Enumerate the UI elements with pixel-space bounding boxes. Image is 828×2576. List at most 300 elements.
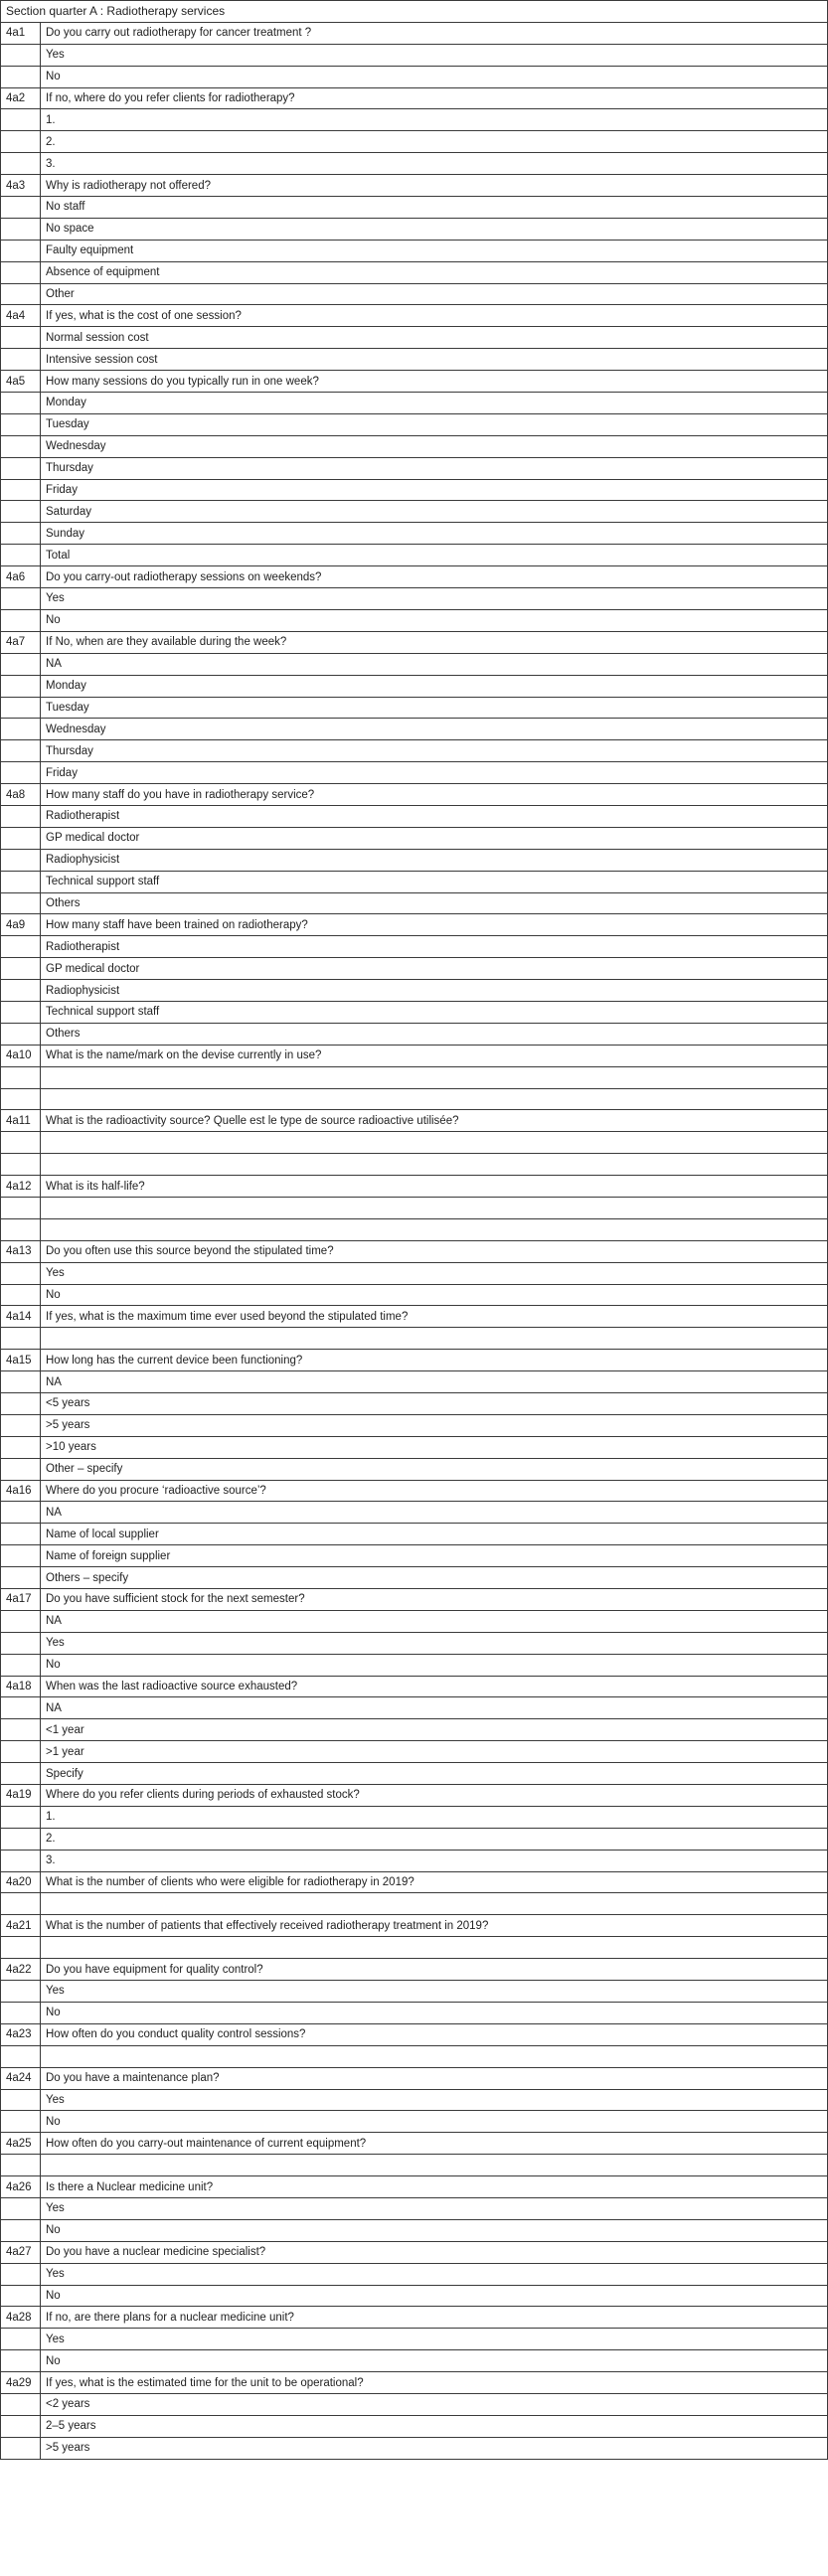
option-row — [1, 1371, 828, 1393]
question-id — [1, 892, 41, 914]
question-id — [1, 697, 41, 719]
question-text: Why is radiotherapy not offered? — [41, 175, 828, 197]
question-row — [1, 914, 828, 936]
option-row — [1, 44, 828, 66]
question-id — [1, 131, 41, 153]
option-text[interactable]: Radiophysicist — [41, 849, 828, 871]
option-text[interactable]: Saturday — [41, 501, 828, 523]
option-text[interactable]: Intensive session cost — [41, 349, 828, 371]
answer-blank[interactable] — [41, 1893, 828, 1915]
question-id — [1, 1719, 41, 1741]
option-row — [1, 1850, 828, 1871]
question-id — [1, 1218, 41, 1240]
option-row — [1, 2393, 828, 2415]
option-row — [1, 1981, 828, 2003]
option-row — [1, 1524, 828, 1545]
question-text: What is the name/mark on the devise currently in use? — [41, 1045, 828, 1066]
question-row — [1, 305, 828, 327]
option-text[interactable]: NA — [41, 1610, 828, 1632]
question-text: How many staff do you have in radiotherapy service? — [41, 784, 828, 806]
option-row — [1, 218, 828, 240]
question-text: Where do you procure ‘radioactive source’? — [41, 1480, 828, 1502]
question-id — [1, 2111, 41, 2133]
option-text[interactable]: Thursday — [41, 457, 828, 479]
answer-blank[interactable] — [41, 1066, 828, 1088]
option-text[interactable]: No — [41, 66, 828, 87]
question-text: If yes, what is the maximum time ever used beyond the stipulated time? — [41, 1306, 828, 1328]
question-id — [1, 2329, 41, 2350]
option-row — [1, 457, 828, 479]
question-row — [1, 566, 828, 588]
option-text[interactable]: NA — [41, 1697, 828, 1719]
option-row — [1, 1828, 828, 1850]
option-row — [1, 588, 828, 610]
question-text: If no, where do you refer clients for radiotherapy? — [41, 87, 828, 109]
option-row — [1, 1806, 828, 1828]
answer-row — [1, 1197, 828, 1218]
option-text[interactable]: Yes — [41, 588, 828, 610]
option-text[interactable]: NA — [41, 1371, 828, 1393]
option-row — [1, 740, 828, 762]
option-text[interactable]: Yes — [41, 1262, 828, 1284]
answer-row — [1, 1088, 828, 1110]
question-id — [1, 805, 41, 827]
question-text: If No, when are they available during the week? — [41, 631, 828, 653]
question-id — [1, 501, 41, 523]
option-text[interactable]: 2. — [41, 131, 828, 153]
question-row — [1, 1915, 828, 1937]
option-text[interactable]: >10 years — [41, 1436, 828, 1458]
option-row — [1, 719, 828, 740]
option-text[interactable]: Yes — [41, 1632, 828, 1654]
question-id — [1, 261, 41, 283]
question-id — [1, 1937, 41, 1959]
question-row — [1, 2023, 828, 2045]
option-row — [1, 479, 828, 501]
question-id: 4a19 — [1, 1785, 41, 1807]
answer-row — [1, 1328, 828, 1350]
question-text: What is the radioactivity source? Quelle est le type de source radioactive utilisée? — [41, 1110, 828, 1132]
option-text[interactable]: No — [41, 1654, 828, 1676]
question-id — [1, 1458, 41, 1480]
option-row — [1, 131, 828, 153]
question-id — [1, 2219, 41, 2241]
option-row — [1, 1414, 828, 1436]
question-id — [1, 936, 41, 958]
option-row — [1, 2329, 828, 2350]
question-row — [1, 2133, 828, 2155]
option-text[interactable]: No — [41, 1284, 828, 1306]
question-id — [1, 609, 41, 631]
question-id — [1, 740, 41, 762]
question-id — [1, 479, 41, 501]
question-text: How many sessions do you typically run in one week? — [41, 371, 828, 393]
option-row — [1, 501, 828, 523]
option-text[interactable]: Radiotherapist — [41, 936, 828, 958]
question-id — [1, 588, 41, 610]
option-row — [1, 349, 828, 371]
option-row — [1, 697, 828, 719]
question-id — [1, 1981, 41, 2003]
question-id — [1, 2197, 41, 2219]
option-text[interactable]: >1 year — [41, 1741, 828, 1763]
option-text[interactable]: 3. — [41, 153, 828, 175]
question-id — [1, 871, 41, 892]
section-header-row — [1, 1, 828, 23]
option-text[interactable]: Total — [41, 545, 828, 566]
option-text[interactable]: 2–5 years — [41, 2415, 828, 2437]
option-text[interactable]: Others — [41, 892, 828, 914]
option-row — [1, 1545, 828, 1567]
option-text[interactable]: Yes — [41, 2089, 828, 2111]
question-id — [1, 349, 41, 371]
question-id — [1, 1088, 41, 1110]
option-text[interactable]: Radiophysicist — [41, 980, 828, 1002]
option-row — [1, 109, 828, 131]
option-text[interactable]: 3. — [41, 1850, 828, 1871]
question-id — [1, 2263, 41, 2285]
question-row — [1, 1240, 828, 1262]
question-id — [1, 1328, 41, 1350]
option-text[interactable]: Normal session cost — [41, 327, 828, 349]
question-id — [1, 1806, 41, 1828]
option-text[interactable]: Radiotherapist — [41, 805, 828, 827]
question-id — [1, 2002, 41, 2023]
question-row — [1, 1676, 828, 1697]
question-row — [1, 2307, 828, 2329]
option-text[interactable]: Specify — [41, 1763, 828, 1785]
question-id: 4a4 — [1, 305, 41, 327]
question-text: What is the number of clients who were eligible for radiotherapy in 2019? — [41, 1871, 828, 1893]
option-row — [1, 523, 828, 545]
question-id: 4a16 — [1, 1480, 41, 1502]
answer-row — [1, 1937, 828, 1959]
option-text[interactable]: <5 years — [41, 1393, 828, 1415]
question-id — [1, 1632, 41, 1654]
option-text[interactable]: Wednesday — [41, 435, 828, 457]
question-id — [1, 457, 41, 479]
question-id — [1, 1197, 41, 1218]
option-text[interactable]: No — [41, 2002, 828, 2023]
question-text: Do you often use this source beyond the stipulated time? — [41, 1240, 828, 1262]
option-row — [1, 1502, 828, 1524]
question-id — [1, 1414, 41, 1436]
questionnaire-body — [1, 1, 828, 2460]
option-row — [1, 327, 828, 349]
question-text: How many staff have been trained on radiotherapy? — [41, 914, 828, 936]
option-text[interactable]: >5 years — [41, 2437, 828, 2459]
question-id — [1, 2393, 41, 2415]
question-row — [1, 22, 828, 44]
question-id — [1, 1284, 41, 1306]
option-text[interactable]: Technical support staff — [41, 871, 828, 892]
option-text[interactable]: Monday — [41, 675, 828, 697]
question-id — [1, 849, 41, 871]
question-id — [1, 1436, 41, 1458]
question-row — [1, 1110, 828, 1132]
option-row — [1, 66, 828, 87]
option-row — [1, 609, 828, 631]
question-id: 4a29 — [1, 2372, 41, 2394]
answer-blank[interactable] — [41, 1937, 828, 1959]
question-id: 4a11 — [1, 1110, 41, 1132]
question-id: 4a14 — [1, 1306, 41, 1328]
question-id — [1, 1023, 41, 1045]
question-text: How often do you carry-out maintenance of current equipment? — [41, 2133, 828, 2155]
question-id — [1, 66, 41, 87]
question-text: How long has the current device been functioning? — [41, 1350, 828, 1371]
question-id: 4a7 — [1, 631, 41, 653]
option-text[interactable]: No staff — [41, 197, 828, 219]
question-id: 4a3 — [1, 175, 41, 197]
question-id: 4a15 — [1, 1350, 41, 1371]
answer-blank[interactable] — [41, 2045, 828, 2067]
question-row — [1, 371, 828, 393]
option-row — [1, 393, 828, 414]
option-row — [1, 2263, 828, 2285]
option-text[interactable]: Yes — [41, 2197, 828, 2219]
option-text[interactable]: Other – specify — [41, 1458, 828, 1480]
question-row — [1, 1350, 828, 1371]
question-id — [1, 523, 41, 545]
option-text[interactable]: Name of foreign supplier — [41, 1545, 828, 1567]
option-text[interactable]: Other — [41, 283, 828, 305]
question-id: 4a21 — [1, 1915, 41, 1937]
option-row — [1, 1697, 828, 1719]
option-text[interactable]: Yes — [41, 1981, 828, 2003]
question-id — [1, 1524, 41, 1545]
question-id — [1, 1545, 41, 1567]
option-row — [1, 2002, 828, 2023]
answer-blank[interactable] — [41, 1088, 828, 1110]
option-row — [1, 545, 828, 566]
question-text: Do you carry out radiotherapy for cancer treatment ? — [41, 22, 828, 44]
answer-blank[interactable] — [41, 1154, 828, 1176]
question-id — [1, 827, 41, 849]
question-id — [1, 675, 41, 697]
question-text: If yes, what is the estimated time for the unit to be operational? — [41, 2372, 828, 2394]
question-id — [1, 240, 41, 261]
question-row — [1, 784, 828, 806]
question-id: 4a20 — [1, 1871, 41, 1893]
question-row — [1, 175, 828, 197]
option-row — [1, 1654, 828, 1676]
question-id — [1, 197, 41, 219]
option-row — [1, 675, 828, 697]
option-row — [1, 2111, 828, 2133]
option-row — [1, 435, 828, 457]
option-row — [1, 1741, 828, 1763]
question-row — [1, 87, 828, 109]
option-text[interactable]: No space — [41, 218, 828, 240]
question-id — [1, 1132, 41, 1154]
option-text[interactable]: Absence of equipment — [41, 261, 828, 283]
question-text: Where do you refer clients during periods of exhausted stock? — [41, 1785, 828, 1807]
option-row — [1, 1763, 828, 1785]
option-text[interactable]: Yes — [41, 44, 828, 66]
answer-blank[interactable] — [41, 1218, 828, 1240]
option-row — [1, 1436, 828, 1458]
answer-row — [1, 1154, 828, 1176]
question-row — [1, 1480, 828, 1502]
option-row — [1, 2197, 828, 2219]
question-id: 4a10 — [1, 1045, 41, 1066]
option-row — [1, 2437, 828, 2459]
option-text[interactable]: Tuesday — [41, 413, 828, 435]
option-text[interactable]: 1. — [41, 1806, 828, 1828]
option-row — [1, 958, 828, 980]
question-id — [1, 1066, 41, 1088]
question-text: If yes, what is the cost of one session? — [41, 305, 828, 327]
question-id: 4a24 — [1, 2067, 41, 2089]
option-text[interactable]: Yes — [41, 2329, 828, 2350]
option-text[interactable]: Friday — [41, 762, 828, 784]
option-row — [1, 1719, 828, 1741]
option-row — [1, 1393, 828, 1415]
option-row — [1, 1567, 828, 1589]
question-row — [1, 2372, 828, 2394]
question-id: 4a1 — [1, 22, 41, 44]
question-id: 4a17 — [1, 1589, 41, 1611]
question-text: Do you have equipment for quality control? — [41, 1959, 828, 1981]
option-row — [1, 1023, 828, 1045]
question-text: What is its half-life? — [41, 1176, 828, 1198]
question-id — [1, 545, 41, 566]
question-id — [1, 958, 41, 980]
answer-blank[interactable] — [41, 2155, 828, 2176]
answer-blank[interactable] — [41, 1132, 828, 1154]
question-id — [1, 1741, 41, 1763]
option-text[interactable]: Others — [41, 1023, 828, 1045]
option-text[interactable]: Name of local supplier — [41, 1524, 828, 1545]
question-text: How often do you conduct quality control sessions? — [41, 2023, 828, 2045]
option-text[interactable]: 2. — [41, 1828, 828, 1850]
option-row — [1, 413, 828, 435]
question-id — [1, 719, 41, 740]
option-text[interactable]: Yes — [41, 2263, 828, 2285]
option-text[interactable]: No — [41, 609, 828, 631]
question-text: Do you carry-out radiotherapy sessions on weekends? — [41, 566, 828, 588]
option-text[interactable]: NA — [41, 653, 828, 675]
option-text[interactable]: Sunday — [41, 523, 828, 545]
question-id — [1, 1763, 41, 1785]
option-row — [1, 261, 828, 283]
option-text[interactable]: <2 years — [41, 2393, 828, 2415]
question-id: 4a22 — [1, 1959, 41, 1981]
option-text[interactable]: No — [41, 2219, 828, 2241]
question-id: 4a2 — [1, 87, 41, 109]
option-text[interactable]: Tuesday — [41, 697, 828, 719]
answer-row — [1, 2155, 828, 2176]
answer-blank[interactable] — [41, 1328, 828, 1350]
option-text[interactable]: Wednesday — [41, 719, 828, 740]
option-row — [1, 2415, 828, 2437]
question-id — [1, 393, 41, 414]
answer-row — [1, 1218, 828, 1240]
option-text[interactable]: No — [41, 2285, 828, 2307]
question-row — [1, 2176, 828, 2198]
question-id — [1, 1001, 41, 1023]
option-row — [1, 827, 828, 849]
option-row — [1, 1262, 828, 1284]
question-id — [1, 413, 41, 435]
question-id — [1, 435, 41, 457]
option-text[interactable]: Thursday — [41, 740, 828, 762]
question-row — [1, 2241, 828, 2263]
question-row — [1, 2067, 828, 2089]
option-text[interactable]: Technical support staff — [41, 1001, 828, 1023]
option-row — [1, 871, 828, 892]
question-id — [1, 1567, 41, 1589]
answer-row — [1, 2045, 828, 2067]
option-text[interactable]: GP medical doctor — [41, 827, 828, 849]
question-text: Do you have a maintenance plan? — [41, 2067, 828, 2089]
option-row — [1, 2350, 828, 2372]
option-text[interactable]: Monday — [41, 393, 828, 414]
option-row — [1, 762, 828, 784]
question-id — [1, 2045, 41, 2067]
option-text[interactable]: NA — [41, 1502, 828, 1524]
option-row — [1, 1458, 828, 1480]
answer-blank[interactable] — [41, 1197, 828, 1218]
option-row — [1, 805, 828, 827]
question-id — [1, 2350, 41, 2372]
question-id: 4a6 — [1, 566, 41, 588]
option-text[interactable]: 1. — [41, 109, 828, 131]
question-id — [1, 109, 41, 131]
option-row — [1, 240, 828, 261]
question-id — [1, 2285, 41, 2307]
option-row — [1, 153, 828, 175]
question-text: If no, are there plans for a nuclear medicine unit? — [41, 2307, 828, 2329]
option-text[interactable]: GP medical doctor — [41, 958, 828, 980]
question-id — [1, 1393, 41, 1415]
option-row — [1, 849, 828, 871]
option-text[interactable]: Others – specify — [41, 1567, 828, 1589]
question-id: 4a18 — [1, 1676, 41, 1697]
option-text[interactable]: Friday — [41, 479, 828, 501]
question-id: 4a28 — [1, 2307, 41, 2329]
question-id — [1, 2155, 41, 2176]
option-text[interactable]: Faulty equipment — [41, 240, 828, 261]
question-id — [1, 1850, 41, 1871]
answer-row — [1, 1132, 828, 1154]
question-id — [1, 153, 41, 175]
question-id: 4a25 — [1, 2133, 41, 2155]
question-id — [1, 1893, 41, 1915]
question-id — [1, 980, 41, 1002]
question-id: 4a12 — [1, 1176, 41, 1198]
option-text[interactable]: No — [41, 2111, 828, 2133]
question-text: When was the last radioactive source exhausted? — [41, 1676, 828, 1697]
option-row — [1, 980, 828, 1002]
question-row — [1, 1589, 828, 1611]
question-id — [1, 1828, 41, 1850]
question-id — [1, 653, 41, 675]
question-row — [1, 1306, 828, 1328]
question-row — [1, 1959, 828, 1981]
question-id — [1, 1697, 41, 1719]
question-id — [1, 1371, 41, 1393]
option-row — [1, 1001, 828, 1023]
option-row — [1, 2089, 828, 2111]
option-text[interactable]: >5 years — [41, 1414, 828, 1436]
option-text[interactable]: <1 year — [41, 1719, 828, 1741]
option-text[interactable]: No — [41, 2350, 828, 2372]
question-row — [1, 1176, 828, 1198]
question-text: What is the number of patients that effectively received radiotherapy treatment in 2019? — [41, 1915, 828, 1937]
question-id — [1, 283, 41, 305]
